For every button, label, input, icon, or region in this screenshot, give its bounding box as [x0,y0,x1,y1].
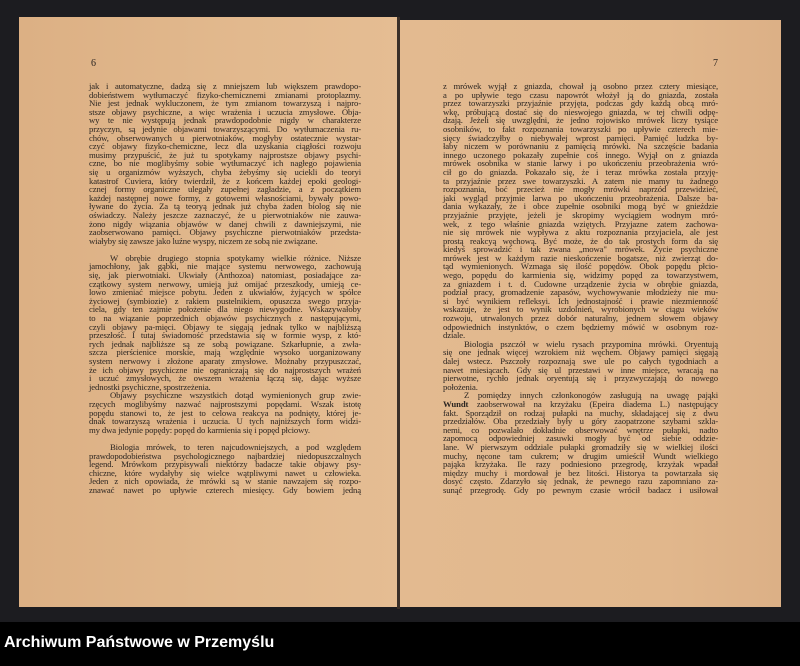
text-line: czątkowy system nerwowy, umieją już omijać przeszkody, umieją ce- [89,278,361,289]
text-line: sięcy świadczyłby o niebywałej wprost pamięci. Pamięć ludzka by- [443,132,718,143]
text-line: między muchy i mordował je bez litości. Historya ta powtarzała się [443,467,718,478]
page-number-right: 7 [713,58,718,69]
text-line: wy te nie występują jednak prawdopodobnie nigdy w charakterze [89,115,361,126]
text-line: ływane do życia. Za tą teoryą jednak już chyba żaden biolog się nie [89,201,361,212]
text-line: W obrębie drugiego stopnia spotykamy wielkie różnice. Niższe [110,252,361,263]
text-line: i uczuć zmysłowych, że owszem wrażenia łączą się, dając wyższe [89,373,361,384]
paragraph [443,82,718,340]
text-line: że ich objawy psychiczne nie ograniczają się do najprostszych wrażeń [89,364,361,375]
text-line: sunąć przegrodę. Gdy po pewnym czasie wrócił badacz i usiłował [443,484,718,495]
text-line: mrówek jest w każdym razie nieskończenie bogatsze, niż zwierząt do- [443,252,718,263]
text-line: się u organizmów wyższych, chyba żebyśmy się uciekli do teoryi [89,166,361,177]
text-line: kiedyś sprowadzić i tak zwana „mowa" mrówek. Życie psychiczne [443,244,718,255]
paragraph [89,254,361,392]
text-line: chów, obserwowanych u pierwotniaków, mogłyby ostatecznie wystar- [89,132,361,143]
text-line: a po upływie tego czasu napowrót włożył ją do gniazda, została [443,89,718,100]
text-line: odpowiednich instynktów, o czem będziemy mówić w osobnym roz- [443,321,718,332]
text-line: my dwa jedynie popędy: popęd do karmienia się i popęd płciowy. [89,424,310,435]
text-line: fakt. Sporządził on rodzaj pułapki na muchy, składającej się z dwu [443,407,718,418]
text-line: przeszłość. I tutaj świadomość przedstawia się w formie wysp, z któ- [89,330,361,341]
text-line: mrówek osobnika w stanie larwy i po ukończeniu przeobrażenia wró- [443,158,718,169]
page-number-left: 6 [91,58,96,69]
text-line: się, jak pierwotniaki. Ukwiały (Anthozoa) natomiast, posiadające za- [89,270,361,281]
text-line: pająka krzyżaka. Ile razy podniesiono przegrodę, krzyżak wpadał [443,459,718,470]
line-rest: zaobserwował na krzyżaku (Epeira diadema L.) następujący [468,398,718,409]
text-line: wskazuje, że jest to wynik uzdolnień, wyrobionych w ciągu wieków [443,304,718,315]
text-line: Biologia pszczół w wielu rysach przypomina mrówki. Oryentują [464,338,718,349]
text-line: żono nigdy wiązania objawów w danej chwili z dawniejszymi, nie [89,218,361,229]
text-line: przedziałów. Oba przedziały były u góry zaopatrzone szybami szkla- [443,416,718,427]
text-line: jamochłony, jak gąbki, nie mające systemu nerwowego, zachowują [89,261,361,272]
text-line: musimy przypuścić, że już tu spotykamy najprostsze objawy psychi- [89,149,361,160]
text-line: położenia. [443,381,478,392]
text-line: tąd wymienionych. Wzmaga się ilość popędów. Obok popędu płcio- [443,261,718,272]
paragraph [443,340,718,392]
text-line: przyczyn, są jedynie objawami towarzyszącymi. Do wytłumaczenia ru- [89,123,361,134]
text-line: oświadczy. Należy jeszcze zaznaczyć, że u pierwotniaków nie zauwa- [89,209,361,220]
text-line: prawdopodobieństwa psychologicznego najbardziej niedopuszczalnych [89,450,361,461]
text-line: dziale. [443,330,466,341]
text-line: przyjaźnie przyjęte, jeżeli je skropimy wyciągiem wodnym mró- [443,209,718,220]
text-line: z mrówek wyjął z gniazda, chował ją osobno przez cztery miesiące, [443,81,718,91]
book-spine [397,17,400,609]
text-line: czyli objawy pa-mięci. Objawy te sięgają jednak tylko w najbliższą [89,321,361,332]
right-page-text [443,82,718,495]
text-line: rozpoznania, boć przecież nie mogły mrówki naprzód przewidzieć, [443,184,718,195]
text-line: Nie jest jednak wykluczonem, że tym zmianom towarzyszą i najpro- [89,98,361,109]
text-line: legend. Mrówkom przypisywali niektórzy badacze takie objawy psy- [89,459,361,470]
text-line: Objawy psychiczne wszystkich dotąd wymienionych grup zwie- [110,390,361,401]
paragraph [443,391,718,494]
text-line: podział pracy, gromadzenie zapasów, wychowywanie młodzieży nie mu- [443,287,718,298]
text-line: stsze objawy psychiczne, a więc wrażenia i uczucia zmysłowe. Obja- [89,106,361,117]
text-line: osobników, to fakt rozpoznania towarzyszki po upływie czterech mie- [443,123,718,134]
bold-name: Wundt [443,398,469,409]
text-line: wkę, próbującą dostać się do nieswojego gniazda, w tej chwili odpę- [443,106,718,117]
text-line: za gniazdem i t. d. Cudowne urządzenie życia w obrębie gniazda, [443,278,718,289]
left-page-text [89,82,361,495]
text-line: jak i automatyczne, dadzą się z mniejszem lub większem prawdopo- [89,81,361,91]
text-line: innego uczonego pokazały zupełnie coś innego. Wyjął on z gniazda [443,149,718,160]
text-line: łaby niczem w porównaniu z pamięcią mrówki. Na szczęście badania [443,141,718,152]
text-line: czne, bo nie moglibyśmy sobie wytłumaczyć ich nagłego pojawienia [89,158,361,169]
text-line: dnak towarzyszą wrażenia i uczucia. U tych najniższych form widzi- [89,416,361,427]
text-line: ta przyjaźnie przez swe towarzyszki. A zatem nie mamy tu żadnego [443,175,718,186]
text-line: katastrof Cuviera, który twierdził, że z końcem każdej epoki geologi- [89,175,361,186]
text-line: wego, popędu do karmienia się, widzimy popęd za towarzystwem, [443,270,718,281]
text-line: jednostki psychiczne, spostrzeżenia. [89,381,211,392]
text-line: Z pomiędzy innych członkonogów zasługują na uwagę pająki [464,390,718,401]
text-line: się one jednak więcej wzrokiem niż węchem. Objawy pamięci sięgają [443,347,718,358]
text-line: jaki wygląd przyjmie larwa po ukończeniu przeobrażenia. Dalsze ba- [443,192,718,203]
text-line: rzęcych moglibyśmy nazwać najprostszymi popędami. Wszak istotę [89,398,361,409]
text-line: chiczne, które wydałyby się wielce wątpliwymi nawet u człowieka. [89,467,361,478]
text-line: nie się mrówek nie wypływa z aktu rozpoznania przyjaciela, ale jest [443,227,718,238]
text-line: życiowej (symbiozie) z rakiem pustelnikiem, opuszcza swego przyja- [89,295,361,306]
text-line: dalej wstecz. Pszczoły rozpoznają swe ule po całych tygodniach a [443,356,718,366]
text-line: przez towarzyszki przyjaźnie przyjęta, podczas gdy każdą obcą mró- [443,98,718,109]
text-line: ciela, gdy ten zajmie położenie dla niego niewygodne. Wskazywałoby [89,304,361,315]
text-line: Jeden z nich opowiada, że mrówki są w stanie nawzajem się rozpo- [89,476,361,487]
text-line: dobieństwem wytłumaczyć fizyko-chemicznemi zmianami protoplazmy. [89,89,361,100]
text-line: Biologia mrówek, to teren najcudowniejszych, a pod względem [110,441,361,452]
text-line: nemi, co pozwalało dokładnie obserwować wnętrze pułapki, nadto [443,424,718,435]
text-line: zaobserwowano pamięci. Objawy psychiczne pierwotniaków przedsta- [89,227,361,238]
text-line: lane. W pierwszym oddziale pułapki gromadziły się w wielkiej ilości [443,441,718,452]
text-line: system nerwowy i złożone aparaty zmysłowe. Możnaby przypuszczać, [89,356,361,366]
text-line: szcza pierścienice morskie, mają względnie wysoko uorganizowany [89,347,361,358]
text-line: nawet miesiącach. Gdy się ul przestawi w inne miejsce, wracają na [443,364,718,375]
text-line: to na wiązanie poprzednich objawów psychicznych z następującymi, [89,313,361,324]
text-line: znawać nawet po upływie czterech miesięcy. Gdy bowiem jedną [89,484,361,495]
text-line: cił go do gniazda. Pokazało się, że i teraz mrówka została przyję- [443,166,718,177]
text-line: każdej następnej nowe formy, z gotowemi własnościami, bywały powo- [89,192,361,203]
paragraph [89,82,361,245]
text-line: dzają. Jeżeli się uwzględni, że jedno rojowisko mrówek liczy tysiące [443,115,718,126]
text-line: pierwotne, rychło jednak oryentują się i przyzwyczajają do nowego [443,373,718,384]
text-line: rozwoju, utrwalonych przez dobór naturalny, jednem słowem objawy [443,313,718,324]
text-line: lowo zmieniać miejsce pobytu. Jeden z ukwiałów, żyjących w spółce [89,287,361,298]
text-line: dania wykazały, że i obce zupełnie osobniki mogą być w gnieździe [443,201,718,212]
text-line: popędu stanowi to, że jest to celowa reakcya na podnięty, której je- [89,407,361,418]
text-line: cznej formy organiczne ulegały zupełnej zagładzie, a z początkiem [89,184,361,195]
archive-caption: Archiwum Państwowe w Przemyślu [4,634,275,651]
paragraph [89,391,361,434]
paragraph [89,443,361,495]
text-line: zapomocą odpowiedniej zasuwki mogły być od siebie oddzie- [443,433,718,444]
text-line: wiałyby się zawsze jako luźne wyspy, niczem ze sobą nie związane. [89,235,318,246]
text-line: rych jednak najbliższe są ze sobą powiązane. Szkarłupnie, a zwła- [89,338,361,349]
text-line: si być wynikiem refleksyi. Ich jednostajność i prawie niezmienność [443,295,718,306]
text-line: wek, z tego właśnie gniazda wziętych. Przyjazne zatem zachowa- [443,218,718,229]
text-line: dosyć często. Zdarzyło się jednak, że pewnego razu zapomniano za- [443,476,718,487]
text-line: muchy, nęcone tam cukrem; w drugim umieścił Wundt wielkiego [443,450,718,461]
text-line: czyć objawy fizyko-chemiczne, lecz dla uzyskania ciągłości rozwoju [89,141,361,152]
text-line: prostą reakcyą węchową. Być może, że do tak prostych form da się [443,235,718,246]
